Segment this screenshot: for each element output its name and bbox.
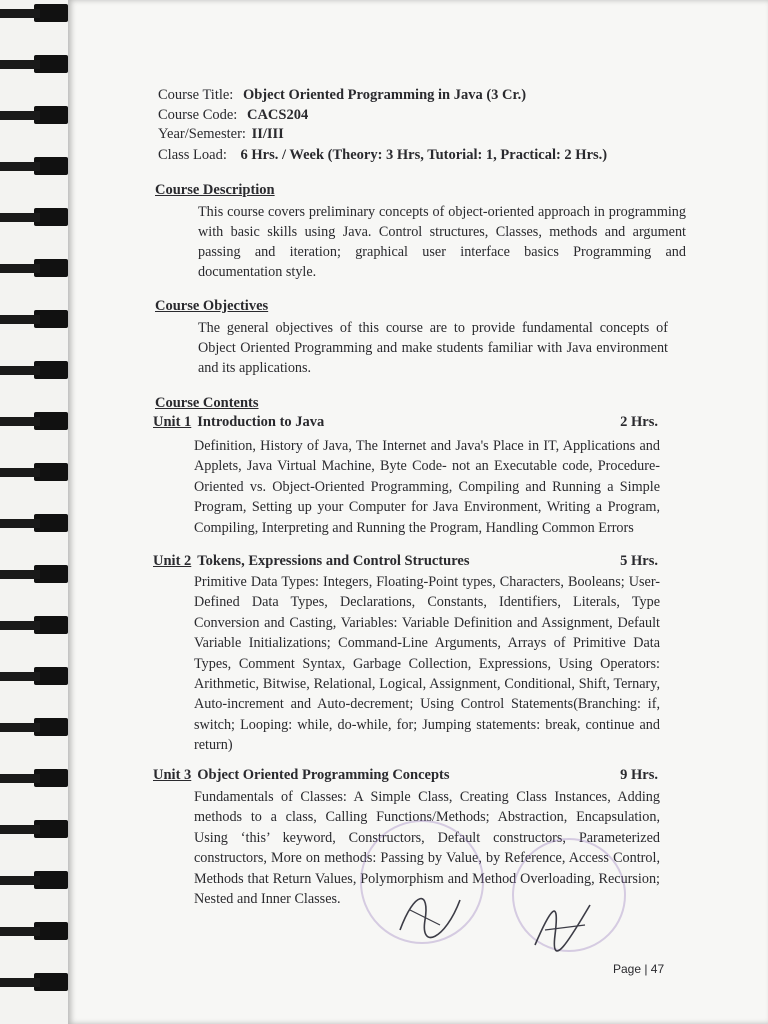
unit-3-heading bbox=[153, 767, 658, 784]
unit-label: Unit 1 bbox=[153, 414, 192, 430]
course-contents-heading: Course Contents bbox=[155, 395, 259, 411]
unit-title: Tokens, Expressions and Control Structures bbox=[197, 553, 470, 569]
binding-ring bbox=[0, 315, 40, 324]
binding-ring bbox=[0, 723, 40, 732]
binding-ring bbox=[0, 213, 40, 222]
binding-ring bbox=[0, 162, 40, 171]
binding-ring bbox=[0, 9, 40, 18]
binding-ring bbox=[0, 417, 40, 426]
unit-2-text: Primitive Data Types: Integers, Floating-Point types, Characters, Booleans; User-Defined Data Types, Declarations, Constants, Identifiers, Literals, Type Conversion and Casting, Variables: Variable Definition and Assignment, Default Variable Initializations; Command-Line Arguments, Arrays of Primitive Data Types, Comment Syntax, Garbage Collection, Expressions, Using Operators: Arithmetic, Bitwise, Relational, Logical, Assignment, Conditional, Shift, Ternary, Auto-increment and Auto-decrement; Using Control Statements(Branching: if, switch; Looping: while, do-while, for; Jumping statements: break, continue and return) bbox=[194, 574, 660, 754]
year-semester-line bbox=[158, 125, 284, 143]
unit-3-text: Fundamentals of Classes: A Simple Class, Creating Class Instances, Adding methods to a class, Calling Functions/Methods; Abstraction, Encapsulation, Using ‘this’ keyword, Constructors, Default constructors, Parameterized constructors, More on methods: Passing by Value, by Reference, Access Control, Methods that Return Values, Polymorphism and Method Overloading, Recursion; Nested and Inner Classes. bbox=[194, 789, 660, 908]
binding-ring bbox=[0, 825, 40, 834]
unit-1-text: Definition, History of Java, The Internet and Java's Place in IT, Applications and Applets, Java Virtual Machine, Byte Code- not an Executable code, Procedure-Oriented vs. Object-Oriented Programming, Compiling and Running a Simple Program, Setting up your Computer for Java Environment, Writing a Program, Compiling, Interpreting and Running the Program, Handling Common Errors bbox=[194, 438, 660, 536]
binding-ring bbox=[0, 366, 40, 375]
course-code-line bbox=[158, 106, 308, 124]
course-code-label: Course Code: bbox=[158, 107, 238, 123]
class-load-line bbox=[158, 146, 607, 164]
binding-ring bbox=[0, 672, 40, 681]
unit-hours: 2 Hrs. bbox=[620, 414, 658, 430]
binding-ring bbox=[0, 60, 40, 69]
unit-1-heading bbox=[153, 414, 658, 431]
course-objectives-heading: Course Objectives bbox=[155, 298, 269, 314]
signature-right bbox=[530, 890, 610, 960]
unit-title: Introduction to Java bbox=[197, 414, 325, 430]
page-number: Page | 47 bbox=[613, 962, 665, 976]
binding-ring bbox=[0, 468, 40, 477]
binding-ring bbox=[0, 519, 40, 528]
signature-left bbox=[390, 880, 470, 950]
unit-hours: 9 Hrs. bbox=[620, 767, 658, 783]
course-objectives-text: The general objectives of this course are to provide fundamental concepts of Object Oriented Programming and make students familiar with Java environment and its applications. bbox=[198, 320, 668, 376]
year-semester-value: II/III bbox=[251, 126, 284, 142]
unit-label: Unit 2 bbox=[153, 553, 192, 569]
binding-ring bbox=[0, 111, 40, 120]
class-load-value: 6 Hrs. / Week (Theory: 3 Hrs, Tutorial: 1, Practical: 2 Hrs.) bbox=[240, 147, 608, 163]
unit-label: Unit 3 bbox=[153, 767, 192, 783]
binding-ring bbox=[0, 570, 40, 579]
course-description-text: This course covers preliminary concepts of object-oriented approach in programming with basic skills using Java. Control structures, Classes, methods and argument passing and iteration; graphical user interface basics Programming and documentation style. bbox=[198, 204, 686, 280]
unit-title: Object Oriented Programming Concepts bbox=[197, 767, 450, 783]
binding-ring bbox=[0, 927, 40, 936]
binding-ring bbox=[0, 774, 40, 783]
course-title-value: Object Oriented Programming in Java (3 Cr.) bbox=[242, 87, 527, 103]
class-load-label: Class Load: bbox=[158, 147, 227, 163]
year-semester-label: Year/Semester: bbox=[158, 126, 246, 142]
course-title-line bbox=[158, 86, 526, 104]
binding-ring bbox=[0, 621, 40, 630]
course-code-value: CACS204 bbox=[246, 107, 309, 123]
course-title-label: Course Title: bbox=[158, 87, 234, 103]
binding-ring bbox=[0, 264, 40, 273]
course-description-heading: Course Description bbox=[155, 182, 275, 198]
unit-2-heading bbox=[153, 553, 658, 570]
binding-ring bbox=[0, 876, 40, 885]
spiral-binding bbox=[0, 0, 70, 1024]
unit-hours: 5 Hrs. bbox=[620, 553, 658, 569]
binding-ring bbox=[0, 978, 40, 987]
